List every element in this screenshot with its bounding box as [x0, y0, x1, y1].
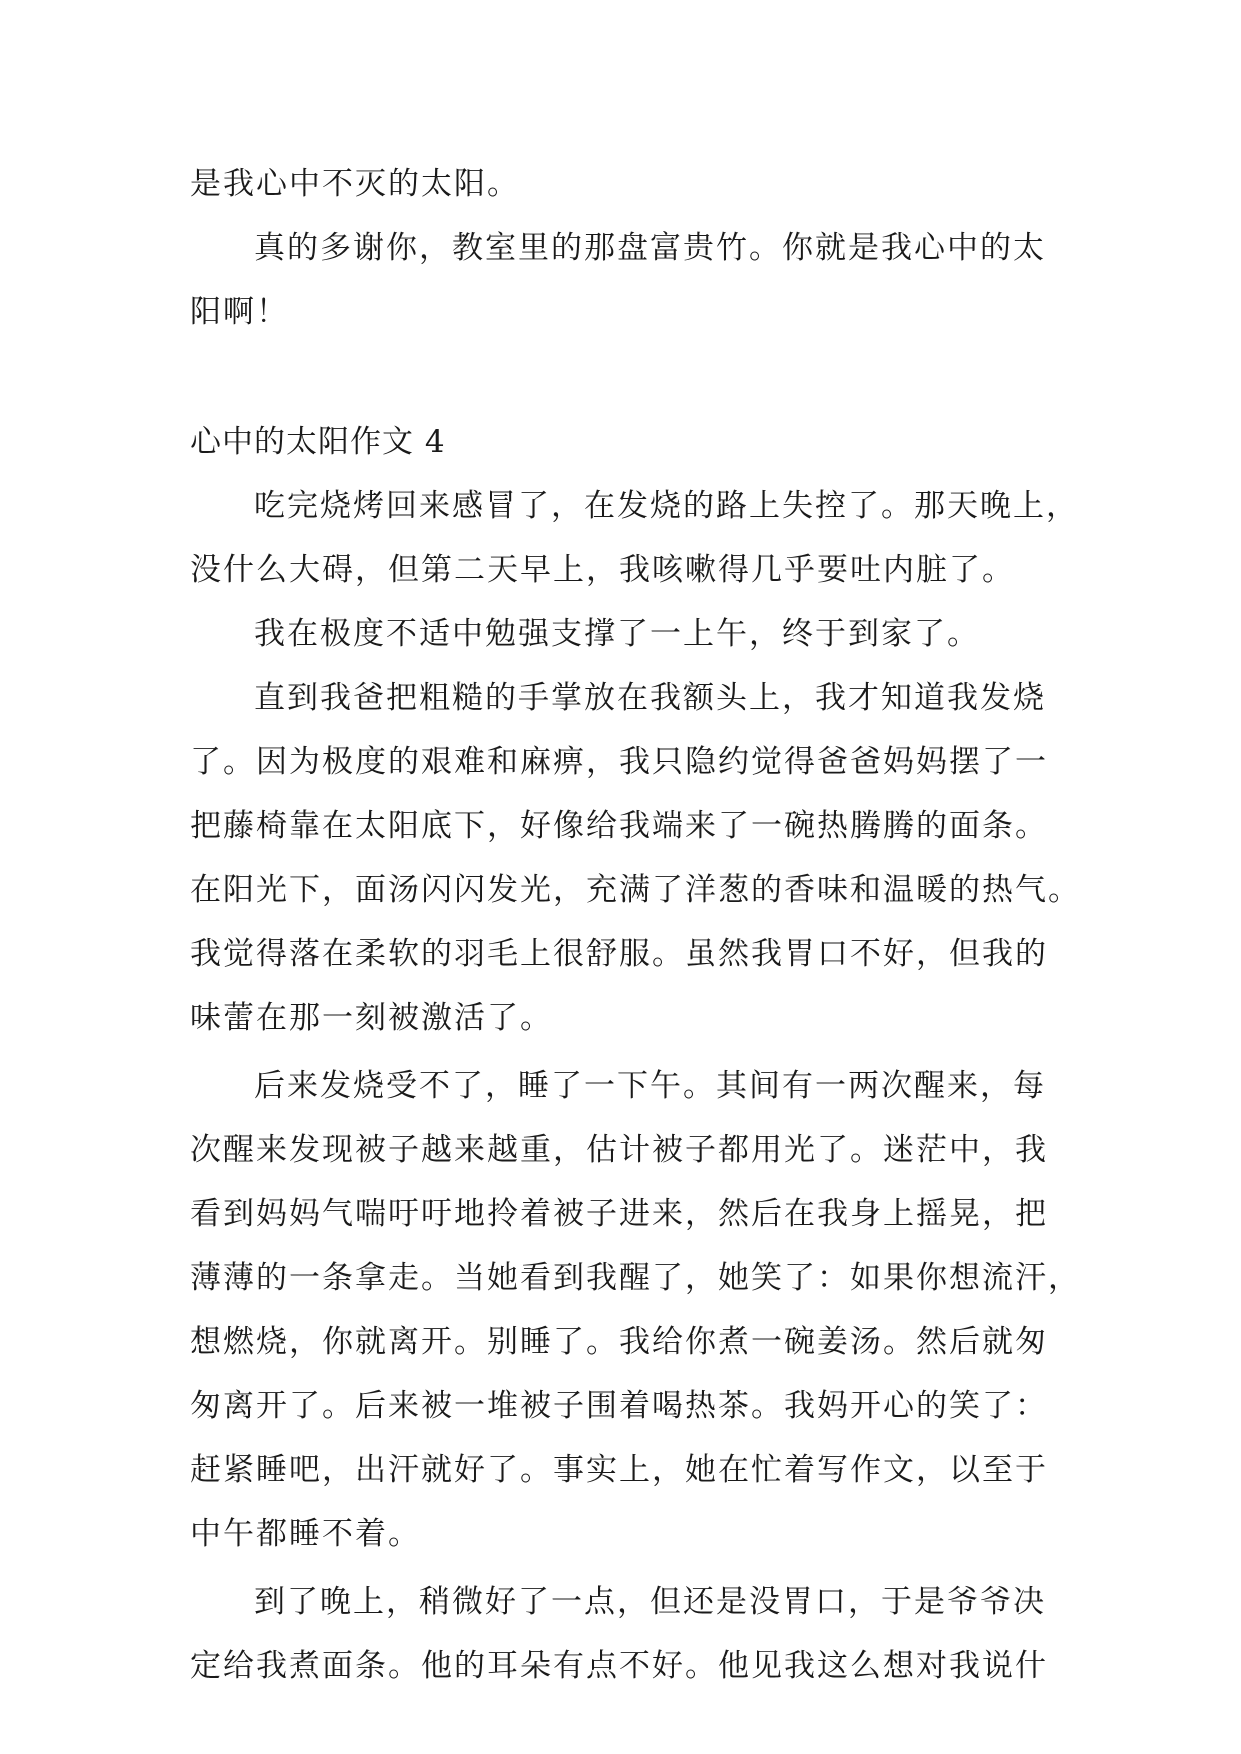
text-line: 赶紧睡吧，出汗就好了。事实上，她在忙着写作文，以至于: [190, 1452, 1048, 1488]
paragraph-start: 后来发烧受不了，睡了一下午。其间有一两次醒来，每: [254, 1068, 1046, 1104]
section-heading: 心中的太阳作文 4: [190, 424, 446, 460]
text-line: 匆离开了。后来被一堆被子围着喝热茶。我妈开心的笑了：: [190, 1388, 1048, 1424]
text-line: 在阳光下，面汤闪闪发光，充满了洋葱的香味和温暖的热气。: [190, 872, 1081, 908]
text-line: 中午都睡不着。: [190, 1516, 421, 1552]
paragraph-start: 真的多谢你，教室里的那盘富贵竹。你就是我心中的太: [254, 230, 1046, 266]
text-line: 了。因为极度的艰难和麻痹，我只隐约觉得爸爸妈妈摆了一: [190, 744, 1048, 780]
text-line: 次醒来发现被子越来越重，估计被子都用光了。迷茫中，我: [190, 1132, 1048, 1168]
paragraph-start: 到了晚上，稍微好了一点，但还是没胃口，于是爷爷决: [254, 1584, 1046, 1620]
text-line: 阳啊！: [190, 294, 289, 330]
text-line: 薄薄的一条拿走。当她看到我醒了，她笑了：如果你想流汗，: [190, 1260, 1081, 1296]
text-line: 没什么大碍，但第二天早上，我咳嗽得几乎要吐内脏了。: [190, 552, 1015, 588]
text-line: 想燃烧，你就离开。别睡了。我给你煮一碗姜汤。然后就匆: [190, 1324, 1048, 1360]
text-line: 定给我煮面条。他的耳朵有点不好。他见我这么想对我说什: [190, 1648, 1048, 1684]
paragraph-start: 直到我爸把粗糙的手掌放在我额头上，我才知道我发烧: [254, 680, 1046, 716]
paragraph-start: 吃完烧烤回来感冒了，在发烧的路上失控了。那天晚上，: [254, 488, 1079, 524]
text-line: 看到妈妈气喘吁吁地拎着被子进来，然后在我身上摇晃，把: [190, 1196, 1048, 1232]
text-line: 我觉得落在柔软的羽毛上很舒服。虽然我胃口不好，但我的: [190, 936, 1048, 972]
text-line: 是我心中不灭的太阳。: [190, 166, 520, 202]
paragraph-start: 我在极度不适中勉强支撑了一上午，终于到家了。: [254, 616, 980, 652]
text-line: 把藤椅靠在太阳底下，好像给我端来了一碗热腾腾的面条。: [190, 808, 1048, 844]
text-line: 味蕾在那一刻被激活了。: [190, 1000, 553, 1036]
